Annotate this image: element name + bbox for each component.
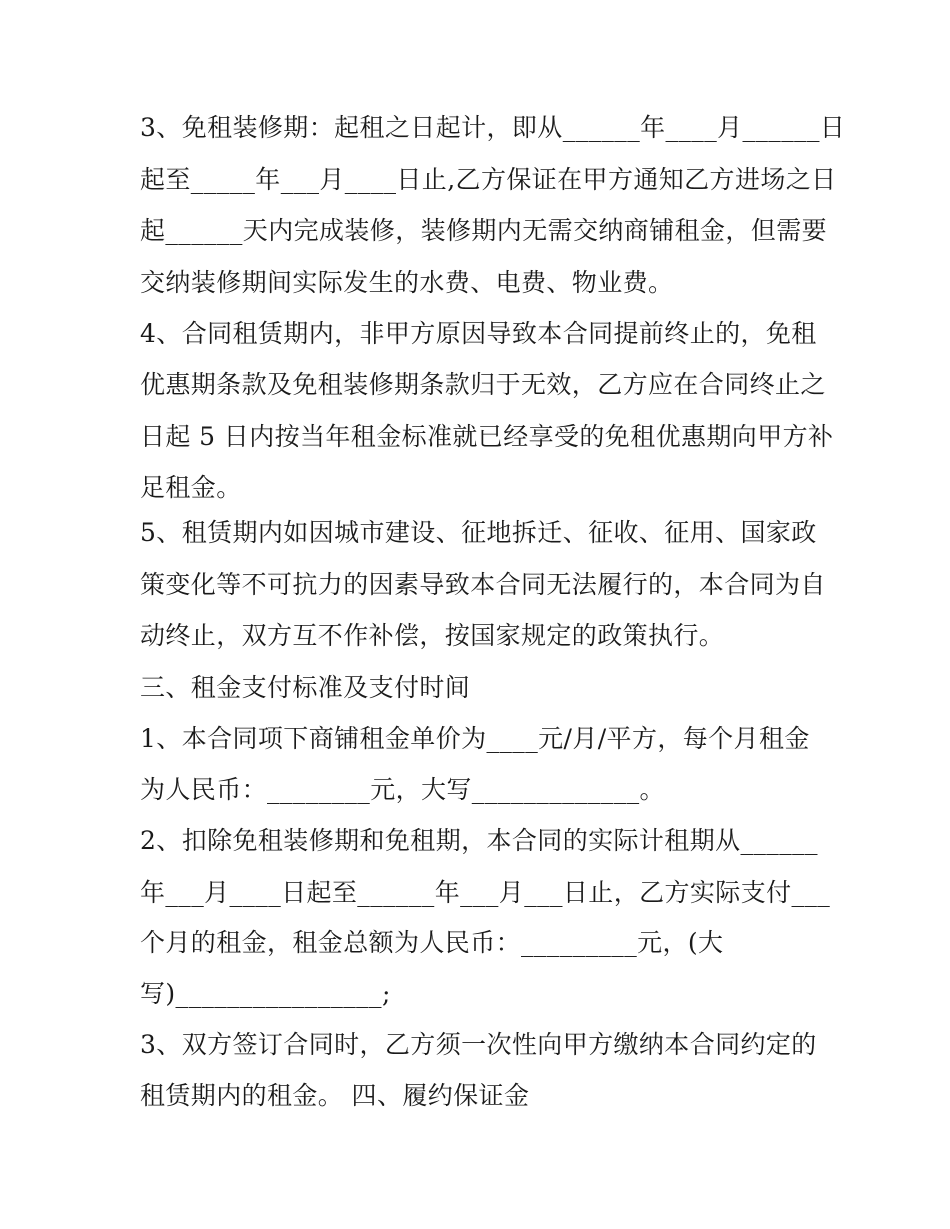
text-line: 起至_____年___月____日止,乙方保证在甲方通知乙方进场之日: [140, 165, 837, 194]
text-line: 个月的租金，租金总额为人民币：_________元，(大: [140, 928, 724, 957]
text-line: 2、扣除免租装修期和免租期，本合同的实际计租期从______: [140, 826, 818, 855]
text-line: 策变化等不可抗力的因素导致本合同无法履行的，本合同为自: [140, 570, 826, 599]
text-line: 3、免租装修期：起租之日起计，即从______年____月______日: [140, 113, 846, 142]
text-line: 交纳装修期间实际发生的水费、电费、物业费。: [140, 268, 674, 297]
text-line: 3、双方签订合同时，乙方须一次性向甲方缴纳本合同约定的: [140, 1030, 817, 1059]
text-line: 写)________________;: [140, 979, 391, 1008]
text-line: 年___月____日起至______年___月___日止，乙方实际支付___: [140, 878, 831, 907]
text-line: 起______天内完成装修，装修期内无需交纳商铺租金，但需要: [140, 216, 828, 245]
text-line: 日起 5 日内按当年租金标准就已经享受的免租优惠期向甲方补: [140, 422, 834, 451]
text-line: 4、合同租赁期内，非甲方原因导致本合同提前终止的，免租: [140, 319, 817, 348]
text-line: 为人民币：________元，大写_____________。: [140, 775, 665, 804]
text-line: 动终止，双方互不作补偿，按国家规定的政策执行。: [140, 621, 725, 650]
text-line: 5、租赁期内如因城市建设、征地拆迁、征收、征用、国家政: [140, 518, 817, 547]
text-line: 足租金。: [140, 473, 242, 502]
text-line: 优惠期条款及免租装修期条款归于无效，乙方应在合同终止之: [140, 370, 826, 399]
text-line: 1、本合同项下商铺租金单价为____元/月/平方，每个月租金: [140, 724, 810, 753]
text-line: 租赁期内的租金。 四、履约保证金: [140, 1081, 530, 1110]
section-heading: 三、租金支付标准及支付时间: [140, 673, 471, 702]
